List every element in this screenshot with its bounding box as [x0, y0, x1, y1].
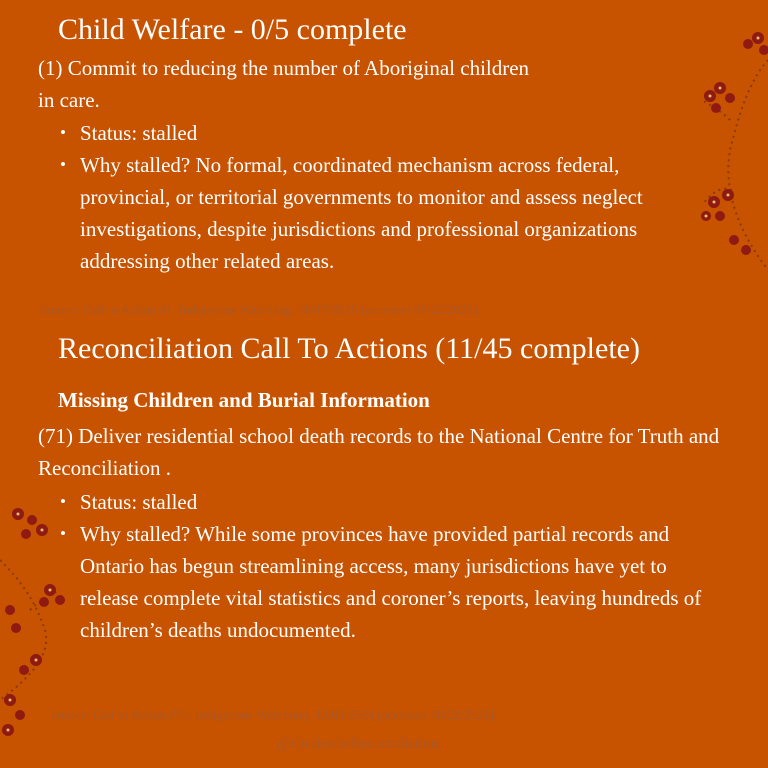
- child-welfare-status: • Status: stalled: [38, 117, 698, 149]
- reconciliation-title: Reconciliation Call To Actions (11/45 complete): [58, 332, 640, 365]
- reconciliation-subheading: Missing Children and Burial Information: [58, 388, 430, 412]
- child-welfare-title: Child Welfare - 0/5 complete: [58, 13, 407, 46]
- reconciliation-source: Source: Call to Action #71. Indigenous Watchdog. 12/02/2024 [accessed 08/22/2025].: [50, 707, 498, 722]
- flower-branch-right-decoration: [690, 20, 768, 280]
- child-welfare-bullets: [38, 117, 698, 277]
- reconciliation-bullets: [38, 486, 710, 646]
- reconciliation-status: • Status: stalled: [38, 486, 710, 518]
- child-welfare-item: (1) Commit to reducing the number of Aboriginal children in care.: [38, 56, 530, 112]
- footer-handle: @CirclesforReconciliation: [277, 736, 439, 752]
- child-welfare-source: Source: Call to Action #1. Indigenous Watchdog. 06/17/2025 [accessed 08/22/2025].: [40, 302, 481, 317]
- child-welfare-why-stalled: • Why stalled? No formal, coordinated mechanism across federal, provincial, or territorial governments to monitor and assess neglect investigations, despite jurisdictions and professional organizations addressing other related areas.: [38, 149, 698, 277]
- reconciliation-why-stalled: • Why stalled? While some provinces have provided partial records and Ontario has begun streamlining access, many jurisdictions have yet to release complete vital statistics and coroner’s reports, leaving hundreds of children’s deaths undocumented.: [38, 518, 710, 646]
- reconciliation-item: (71) Deliver residential school death records to the National Centre for Truth and Reconciliation .: [38, 424, 720, 480]
